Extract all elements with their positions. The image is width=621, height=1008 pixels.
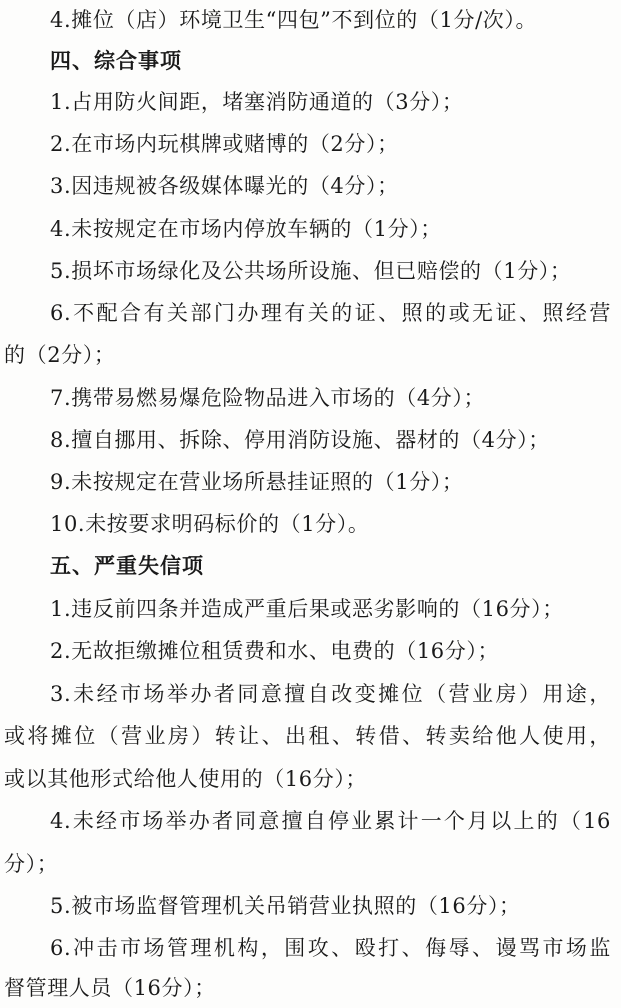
- rule-item-continuation: 分）；: [4, 852, 59, 876]
- rule-item-environment: 4.摊位（店）环境卫生“四包”不到位的（1分/次）。: [50, 8, 538, 32]
- rule-item: 3.未经市场举办者同意擅自改变摊位（营业房）用途，: [50, 682, 611, 706]
- rule-item: 6.冲击市场管理机构，围攻、殴打、侮辱、谩骂市场监: [50, 936, 611, 960]
- section-heading-general: 四、综合事项: [50, 49, 182, 73]
- rule-item: 10.未按要求明码标价的（1分）。: [50, 512, 370, 536]
- rule-item-continuation: 或以其他形式给他人使用的（16分）；: [4, 767, 368, 791]
- section-heading-serious: 五、严重失信项: [50, 554, 204, 578]
- rule-item: 5.被市场监督管理机关吊销营业执照的（16分）；: [50, 894, 521, 918]
- rule-item: 1.占用防火间距，堵塞消防通道的（3分）；: [50, 90, 464, 114]
- rule-item: 1.违反前四条并造成严重后果或恶劣影响的（16分）；: [50, 597, 564, 621]
- rule-item: 8.擅自挪用、拆除、停用消防设施、器材的（4分）；: [50, 428, 550, 452]
- rule-item-continuation: 的（2分）；: [4, 343, 116, 367]
- rule-item-continuation: 或将摊位（营业房）转让、出租、转借、转卖给他人使用，: [4, 724, 611, 748]
- rule-item: 2.在市场内玩棋牌或赌博的（2分）；: [50, 132, 399, 156]
- rule-item: 7.携带易燃易爆危险物品进入市场的（4分）；: [50, 386, 486, 410]
- rule-item: 4.未经市场举办者同意擅自停业累计一个月以上的（16: [50, 809, 611, 833]
- rule-item: 3.因违规被各级媒体曝光的（4分）；: [50, 174, 399, 198]
- rule-item-continuation: 督管理人员（16分）；: [4, 976, 216, 1000]
- rule-item: 9.未按规定在营业场所悬挂证照的（1分）；: [50, 470, 464, 494]
- rule-item: 5.损坏市场绿化及公共场所设施、但已赔偿的（1分）；: [50, 259, 572, 283]
- rule-item: 2.无故拒缴摊位租赁费和水、电费的（16分）；: [50, 639, 500, 663]
- rule-item: 4.未按规定在市场内停放车辆的（1分）；: [50, 217, 442, 241]
- rule-item: 6.不配合有关部门办理有关的证、照的或无证、照经营: [50, 301, 611, 325]
